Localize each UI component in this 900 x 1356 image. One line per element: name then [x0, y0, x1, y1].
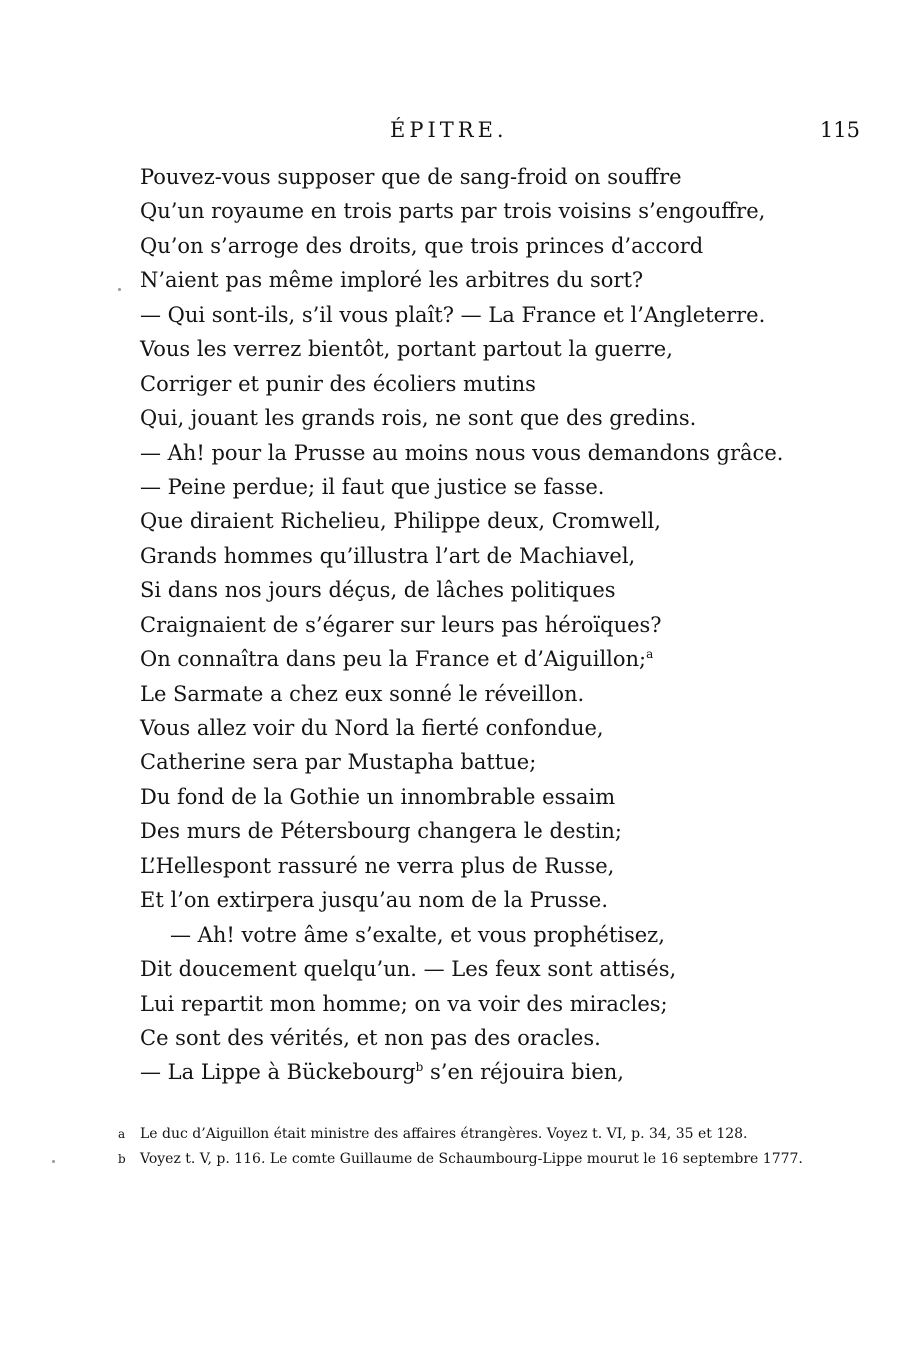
- verse-text: Qu’un royaume en trois parts par trois voisins s’engouffre,: [140, 199, 766, 224]
- verse-text-continued: s’en réjouira bien,: [423, 1060, 624, 1085]
- footnote-text: Voyez t. V, p. 116. Le comte Guillaume de Schaumbourg-Lippe mourut le 16 septembre 1777.: [140, 1151, 803, 1167]
- verse-line: [140, 573, 840, 607]
- verse-text: Grands hommes qu’illustra l’art de Machiavel,: [140, 543, 636, 568]
- verse-line: [140, 332, 840, 366]
- verse-line: [140, 539, 840, 573]
- verse-text: Dit doucement quelqu’un. — Les feux sont attisés,: [140, 957, 677, 982]
- verse-text: Et l’on extirpera jusqu’au nom de la Prusse.: [140, 888, 608, 913]
- verse-text: Du fond de la Gothie un innombrable essaim: [140, 784, 616, 809]
- print-speck: [118, 288, 121, 291]
- verse-line: [140, 367, 840, 401]
- verse-line: [140, 814, 840, 848]
- verse-line: [140, 194, 840, 228]
- verse-line: [140, 160, 840, 194]
- page-number: 115: [819, 118, 860, 142]
- verse-text: Vous les verrez bientôt, portant partout la guerre,: [140, 337, 673, 362]
- verse-line: [140, 263, 840, 297]
- verse-text: Catherine sera par Mustapha battue;: [140, 750, 537, 775]
- verse-text: L’Hellespont rassuré ne verra plus de Russe,: [140, 853, 615, 878]
- footnote-mark: b: [118, 1152, 126, 1166]
- verse-line: [140, 677, 840, 711]
- verse-text: Corriger et punir des écoliers mutins: [140, 371, 536, 396]
- footnote: [118, 1122, 870, 1147]
- poem: [140, 160, 840, 1090]
- verse-line: [140, 642, 840, 676]
- verse-text: Pouvez-vous supposer que de sang-froid on souffre: [140, 165, 682, 189]
- footnote-text: Le duc d’Aiguillon était ministre des affaires étrangères. Voyez t. VI, p. 34, 35 et 128.: [140, 1126, 748, 1142]
- footnote-reference: a: [646, 647, 654, 662]
- verse-text: — Peine perdue; il faut que justice se fasse.: [140, 474, 605, 499]
- verse-text: — Ah! pour la Prusse au moins nous vous demandons grâce.: [140, 440, 784, 465]
- verse-text: Vous allez voir du Nord la fierté confondue,: [140, 716, 604, 740]
- verse-text: Ce sont des vérités, et non pas des oracles.: [140, 1025, 601, 1050]
- verse-line: [140, 987, 840, 1021]
- verse-line: [140, 883, 840, 917]
- verse-line: [140, 298, 840, 332]
- verse-text: N’aient pas même imploré les arbitres du sort?: [140, 268, 644, 293]
- verse-text: On connaîtra dans peu la France et d’Aiguillon;: [140, 647, 647, 672]
- verse-text: Le Sarmate a chez eux sonné le réveillon.: [140, 681, 585, 706]
- footnote-reference: b: [415, 1060, 424, 1075]
- verse-text: — Qui sont-ils, s’il vous plaît? — La France et l’Angleterre.: [140, 302, 766, 327]
- verse-line: [140, 1055, 840, 1089]
- verse-line: [140, 849, 840, 883]
- footnotes: [118, 1122, 870, 1172]
- verse-text: Qui, jouant les grands rois, ne sont que des gredins.: [140, 406, 697, 431]
- footnote-mark: a: [118, 1127, 126, 1141]
- print-speck: [52, 1160, 55, 1163]
- footnote: [118, 1147, 870, 1172]
- verse-line: [140, 745, 840, 779]
- verse-line: [140, 504, 840, 538]
- verse-line: [140, 229, 840, 263]
- verse-text: — Ah! votre âme s’exalte, et vous prophétisez,: [170, 922, 665, 947]
- verse-line: [140, 470, 840, 504]
- verse-line: [140, 436, 840, 470]
- verse-text: Si dans nos jours déçus, de lâches politiques: [140, 578, 616, 603]
- verse-line: [140, 952, 840, 986]
- verse-line: [140, 608, 840, 642]
- verse-line: [140, 780, 840, 814]
- verse-line: [140, 1021, 840, 1055]
- verse-text: Lui repartit mon homme; on va voir des miracles;: [140, 991, 668, 1016]
- verse-text: Que diraient Richelieu, Philippe deux, Cromwell,: [140, 509, 661, 534]
- verse-line: [140, 918, 840, 952]
- page-title: ÉPITRE.: [390, 118, 508, 142]
- verse-line: [140, 711, 840, 745]
- verse-text: Craignaient de s’égarer sur leurs pas héroïques?: [140, 612, 662, 637]
- verse-line: [140, 401, 840, 435]
- verse-text: Qu’on s’arroge des droits, que trois princes d’accord: [140, 233, 704, 258]
- verse-text: — La Lippe à Bückebourg: [140, 1060, 416, 1085]
- verse-text: Des murs de Pétersbourg changera le destin;: [140, 819, 622, 844]
- running-head: [0, 112, 900, 148]
